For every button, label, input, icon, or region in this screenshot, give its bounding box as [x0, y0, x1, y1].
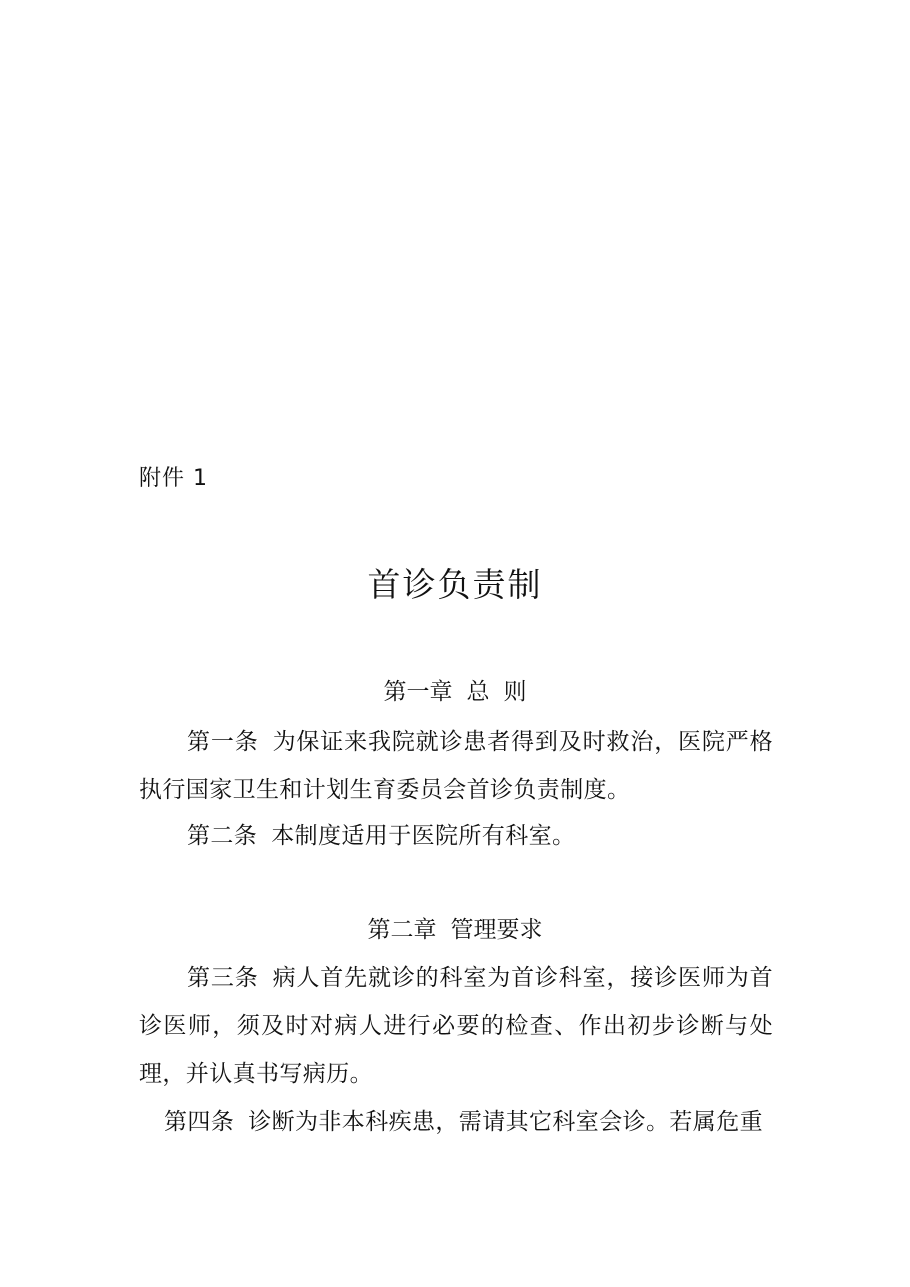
article-3-text: 病人首先就诊的科室为首诊科室，接诊医师为首诊医师，须及时对病人进行必要的检查、作出初步诊断与处理，并认真书写病历。	[139, 965, 773, 1087]
article-3-label: 第三条	[187, 965, 259, 991]
attachment-label: 附件 1	[139, 466, 208, 491]
chapter-1-title-part2: 则	[503, 679, 527, 705]
article-2	[139, 812, 773, 860]
article-2-text: 本制度适用于医院所有科室。	[271, 823, 576, 849]
article-4	[139, 1098, 773, 1146]
article-4-label: 第四条	[164, 1109, 235, 1135]
article-1	[139, 718, 773, 814]
chapter-1-number: 第一章	[383, 679, 453, 705]
article-1-text: 为保证来我院就诊患者得到及时救治，医院严格执行国家卫生和计划生育委员会首诊负责制度。	[139, 729, 773, 803]
chapter-2-title: 管理要求	[450, 917, 543, 943]
article-4-text: 诊断为非本科疾患，需请其它科室会诊。若属危重	[248, 1109, 764, 1135]
chapter-2-heading	[139, 914, 771, 946]
article-1-label: 第一条	[187, 729, 259, 755]
article-2-label: 第二条	[187, 823, 258, 849]
chapter-1-heading	[139, 676, 771, 708]
chapter-1-title-part1: 总	[466, 679, 490, 705]
article-3	[139, 954, 773, 1098]
chapter-2-number: 第二章	[367, 917, 437, 943]
document-title: 首诊负责制	[367, 565, 543, 604]
